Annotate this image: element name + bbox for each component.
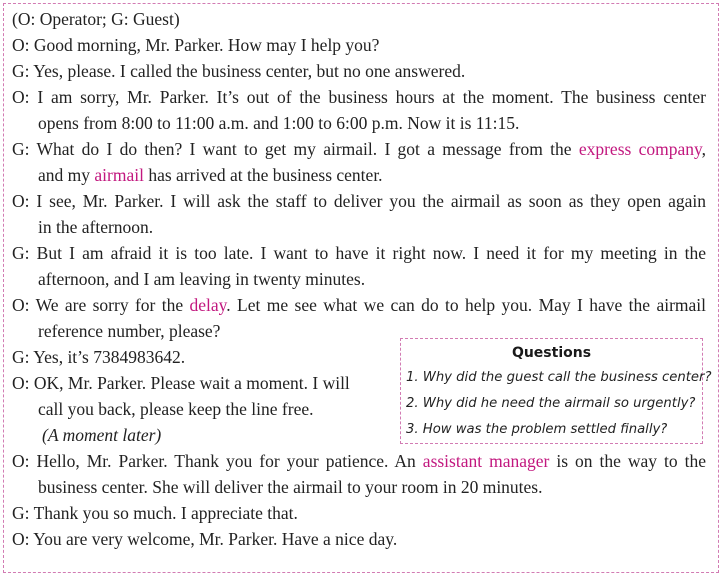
speaker-label: O: [12,529,30,549]
speaker-label: O: [12,295,30,315]
dialogue-continuation [12,474,706,500]
utterance: Thank you so much. I appreciate that. [33,503,298,523]
speaker-label: O: [12,191,30,211]
speaker-label: O: [12,373,30,393]
utterance: OK, Mr. Parker. Please wait a moment. I will [33,373,350,393]
speaker-label: O: [12,451,30,471]
dialogue-line [12,188,706,214]
dialogue-line [12,500,706,526]
question-item: 3. How was the problem settled finally? [406,422,668,437]
speaker-label: G: [12,243,30,263]
dialogue-line [12,448,706,474]
speaker-label: G: [12,347,30,367]
utterance: I see, Mr. Parker. I will ask the staff to deliver you the airmail as soon as they open again [36,191,706,211]
dialogue-line [12,292,706,318]
utterance: in the afternoon. [38,217,154,237]
utterance: has arrived at the business center. [143,165,383,185]
speaker-label: O: [12,87,30,107]
questions-box [400,338,712,444]
utterance: , [701,139,706,159]
vocab-highlight: express company [578,139,702,159]
dialogue-line [12,58,706,84]
dialogue-line [12,240,706,266]
utterance: and my [38,165,95,185]
dialogue-line [12,136,706,162]
speaker-label: O: [12,35,30,55]
dialogue [12,6,706,552]
utterance: What do I do then? I want to get my airmail. I got a message from the [36,139,579,159]
vocab-highlight: delay [189,295,227,315]
dialogue-continuation [12,110,706,136]
vocab-highlight: assistant manager [422,451,550,471]
dialogue-continuation [12,266,706,292]
utterance: I am sorry, Mr. Parker. It’s out of the business hours at the moment. The business center [37,87,707,107]
utterance: (A moment later) [42,425,162,445]
utterance: Yes, please. I called the business center, but no one answered. [33,61,466,81]
questions-title: Questions [511,345,592,361]
utterance: Yes, it’s 7384983642. [33,347,186,367]
speaker-legend: (O: Operator; G: Guest) [12,9,180,29]
utterance: Hello, Mr. Parker. Thank you for your patience. An [36,451,423,471]
speaker-label: G: [12,61,30,81]
dialogue-line [12,84,706,110]
dialogue-continuation [12,162,706,188]
utterance: . Let me see what we can do to help you. May I have the airmail [226,295,707,315]
utterance: reference number, please? [38,321,221,341]
question-item: 2. Why did he need the airmail so urgently? [406,396,696,411]
utterance: We are sorry for the [35,295,190,315]
speaker-label: G: [12,139,30,159]
utterance: But I am afraid it is too late. I want to have it right now. I need it for my meeting in the [36,243,707,263]
utterance: afternoon, and I am leaving in twenty minutes. [38,269,366,289]
utterance: business center. She will deliver the airmail to your room in 20 minutes. [38,477,543,497]
question-item: 1. Why did the guest call the business center? [406,370,712,385]
speaker-label: G: [12,503,30,523]
utterance: call you back, please keep the line free. [38,399,314,419]
vocab-highlight: airmail [94,165,144,185]
utterance: Good morning, Mr. Parker. How may I help you? [33,35,380,55]
utterance: is on the way to the [549,451,707,471]
dialogue-line [12,526,706,552]
utterance: opens from 8:00 to 11:00 a.m. and 1:00 to 6:00 p.m. Now it is 11:15. [38,113,520,133]
dialogue-line [12,32,706,58]
utterance: You are very welcome, Mr. Parker. Have a nice day. [33,529,398,549]
dialogue-continuation [12,214,706,240]
